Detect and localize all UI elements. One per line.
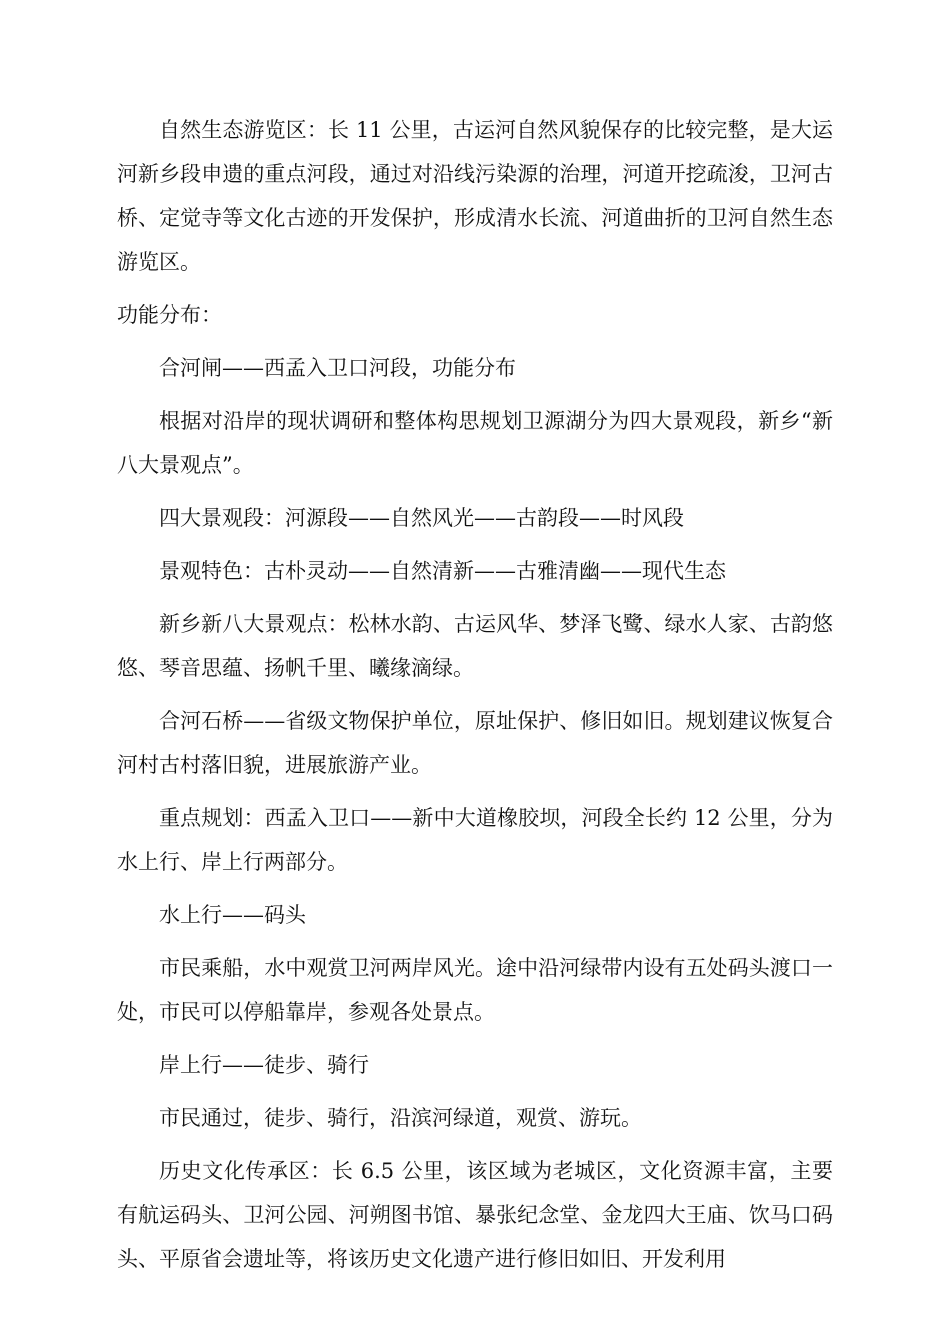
- paragraph-walk-ride: 市民通过，徒步、骑行，沿滨河绿道，观赏、游玩。: [159, 1106, 642, 1130]
- paragraph-water-route: 水上行——码头: [159, 903, 306, 927]
- paragraph-eight-scenic-spots: 新乡新八大景观点：松林水韵、古运风华、梦泽飞鹭、绿水人家、古韵悠悠、琴音思蕴、扬帆千里、曦缘滴绿。: [117, 612, 833, 680]
- paragraph-function-distribution-heading: 功能分布：: [117, 303, 222, 327]
- paragraph-natural-eco-zone: 自然生态游览区：长 11 公里，古运河自然风貌保存的比较完整，是大运河新乡段申遗的重点河段，通过对沿线污染源的治理，河道开挖疏浚，卫河古桥、定觉寺等文化古迹的开发保护，形成清水长流、河道曲折的卫河自然生态游览区。: [117, 118, 833, 274]
- paragraph-four-scenic-sections: 四大景观段：河源段——自然风光——古韵段——时风段: [159, 506, 684, 530]
- paragraph-key-planning: 重点规划：西孟入卫口——新中大道橡胶坝，河段全长约 12 公里，分为水上行、岸上行两部分。: [117, 806, 833, 874]
- paragraph-hehe-stone-bridge: 合河石桥——省级文物保护单位，原址保护、修旧如旧。规划建议恢复合河村古村落旧貌，进展旅游产业。: [117, 709, 833, 777]
- paragraph-hehe-gate: 合河闸——西孟入卫口河段，功能分布: [159, 356, 516, 380]
- paragraph-shore-route: 岸上行——徒步、骑行: [159, 1053, 369, 1077]
- paragraph-four-scenic-sections-intro: 根据对沿岸的现状调研和整体构思规划卫源湖分为四大景观段，新乡“新八大景观点”。: [117, 409, 833, 477]
- paragraph-boat-tour: 市民乘船，水中观赏卫河两岸风光。途中沿河绿带内设有五处码头渡口一处，市民可以停船靠岸，参观各处景点。: [117, 956, 833, 1024]
- paragraph-historic-culture-zone: 历史文化传承区：长 6.5 公里，该区域为老城区，文化资源丰富，主要有航运码头、卫河公园、河朔图书馆、暴张纪念堂、金龙四大王庙、饮马口码头、平原省会遗址等，将该历史文化遗产进行修旧如旧、开发利用: [117, 1159, 833, 1271]
- document-page: [117, 108, 833, 1290]
- paragraph-scenic-features: 景观特色：古朴灵动——自然清新——古雅清幽——现代生态: [159, 559, 726, 583]
